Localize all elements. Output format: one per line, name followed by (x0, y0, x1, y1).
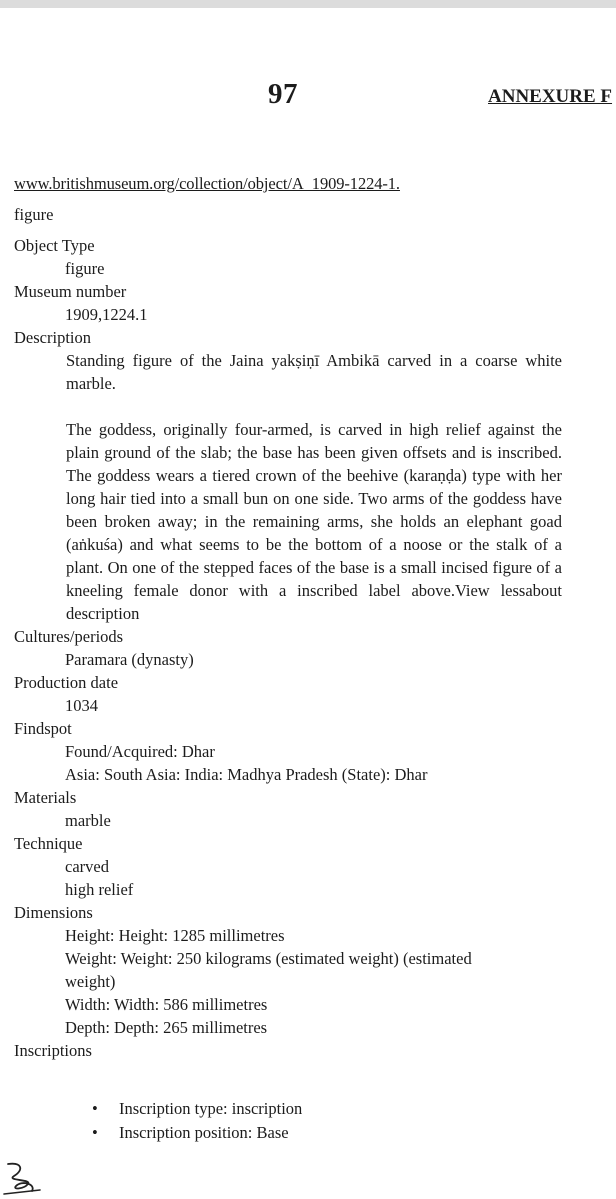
cultures-value: Paramara (dynasty) (65, 650, 194, 669)
findspot-found: Found/Acquired: Dhar (65, 742, 215, 761)
signature-mark (2, 1160, 44, 1198)
dimension-weight: Weight: Weight: 250 kilograms (estimated weight) (estimated (65, 949, 472, 968)
bullet-icon: • (92, 1099, 98, 1118)
materials-label: Materials (14, 788, 77, 807)
document-body (14, 172, 614, 1062)
dimension-width: Width: Width: 586 millimetres (65, 995, 268, 1014)
production-date-value: 1034 (65, 696, 98, 715)
dimensions-label: Dimensions (14, 903, 93, 922)
description-paragraph-1: Standing figure of the Jaina yakṣiṇī Ambikā carved in a coarse white marble. (66, 351, 562, 393)
inscription-position: Inscription position: Base (119, 1123, 289, 1142)
cultures-label: Cultures/periods (14, 627, 124, 646)
list-item (88, 1121, 302, 1145)
inscription-type: Inscription type: inscription (119, 1099, 303, 1118)
page-number: 97 (268, 78, 298, 110)
bullet-icon: • (92, 1123, 98, 1142)
top-border (0, 0, 616, 8)
dimension-weight-cont: weight) (65, 972, 116, 991)
findspot-label: Findspot (14, 719, 72, 738)
inscriptions-label: Inscriptions (14, 1041, 92, 1060)
source-url[interactable]: www.britishmuseum.org/collection/object/A_1909-1224-1. (14, 174, 400, 193)
materials-value: marble (65, 811, 111, 830)
production-date-label: Production date (14, 673, 119, 692)
findspot-location: Asia: South Asia: India: Madhya Pradesh (State): Dhar (65, 765, 428, 784)
inscriptions-list (88, 1097, 302, 1145)
object-title: figure (14, 205, 54, 224)
object-type-value: figure (65, 259, 105, 278)
technique-value: carved (65, 857, 109, 876)
list-item (88, 1097, 302, 1121)
object-type-label: Object Type (14, 236, 95, 255)
annexure-heading: ANNEXURE F (488, 86, 613, 107)
technique-label: Technique (14, 834, 83, 853)
dimension-height: Height: Height: 1285 millimetres (65, 926, 285, 945)
dimension-depth: Depth: Depth: 265 millimetres (65, 1018, 268, 1037)
description-paragraph-2: The goddess, originally four-armed, is carved in high relief against the plain ground of the slab; the base has been given offsets and is inscribed. The goddess wears a tiered crown of the beehive (karaṇḍa) type with her long hair tied into a small bun on one side. Two arms of the goddess have been broken away; in the remaining arms, she holds an elephant goad (aṅkuśa) and what seems to be the bottom of a noose or the stalk of a plant. On one of the stepped faces of the base is a small incised figure of a kneeling female donor with a inscribed label above.View lessabout description (66, 420, 562, 623)
description-label: Description (14, 328, 91, 347)
technique-value: high relief (65, 880, 134, 899)
museum-number-value: 1909,1224.1 (65, 305, 148, 324)
museum-number-label: Museum number (14, 282, 127, 301)
